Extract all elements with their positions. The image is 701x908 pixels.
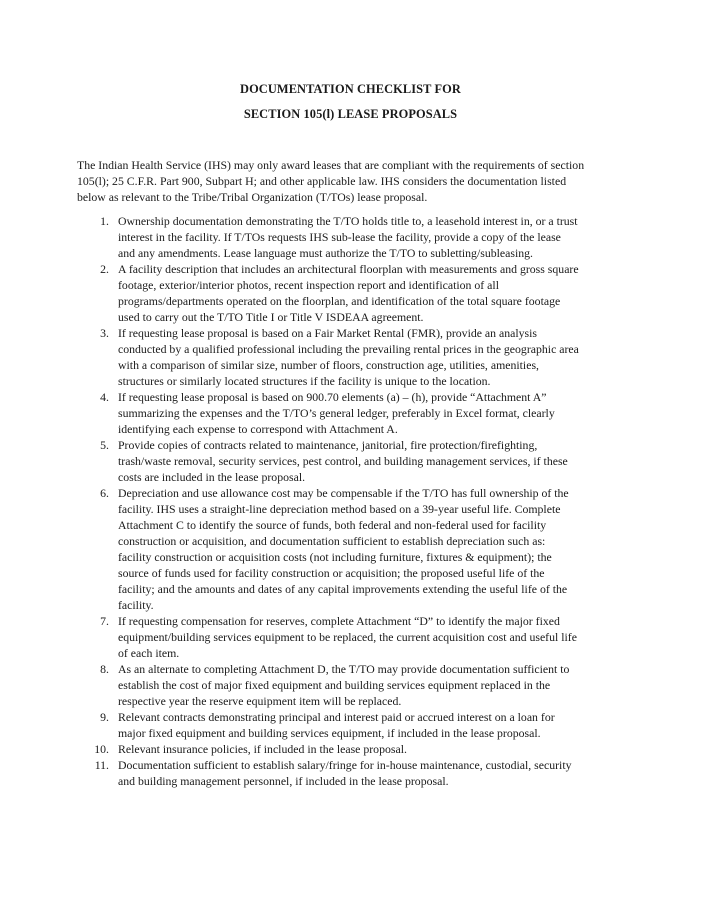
checklist-item-text-line: construction or acquisition, and documentation sufficient to establish depreciation such as: (118, 534, 546, 548)
checklist-item-text-line: If requesting lease proposal is based on a Fair Market Rental (FMR), provide an analysis (118, 326, 538, 340)
checklist-item (77, 485, 637, 613)
checklist-item-text-line: used to carry out the T/TO Title I or Title V ISDEAA agreement. (118, 310, 424, 324)
checklist-item-number: 2. (100, 262, 109, 276)
checklist-item-text-line: interest in the facility. If T/TOs requests IHS sub-lease the facility, provide a copy of the lease (118, 230, 561, 244)
checklist-item-text-line: facility. (118, 598, 154, 612)
checklist-item-text-line: trash/waste removal, security services, pest control, and building management services, if these (118, 454, 568, 468)
checklist-item-text-line: major fixed equipment and building services equipment, if included in the lease proposal. (118, 726, 541, 740)
checklist-item-text-line: and any amendments. Lease language must authorize the T/TO to subletting/subleasing. (118, 246, 533, 260)
checklist-item (77, 709, 637, 741)
checklist-item (77, 213, 637, 261)
checklist-item (77, 261, 637, 325)
checklist-item (77, 613, 637, 661)
checklist-item-text-line: Depreciation and use allowance cost may be compensable if the T/TO has full ownership of the (118, 486, 569, 500)
checklist-item-text-line: A facility description that includes an architectural floorplan with measurements and gross square (118, 262, 579, 276)
checklist-item-text-line: and building management personnel, if included in the lease proposal. (118, 774, 449, 788)
checklist-item-text-line: facility. IHS uses a straight-line depreciation method based on a 39-year useful life. Complete (118, 502, 561, 516)
checklist-item-text-line: If requesting compensation for reserves, complete Attachment “D” to identify the major fixed (118, 614, 560, 628)
checklist-item-text-line: Relevant insurance policies, if included in the lease proposal. (118, 742, 407, 756)
checklist-item-text-line: establish the cost of major fixed equipment and building services equipment replaced in the (118, 678, 551, 692)
intro-paragraph (77, 157, 625, 205)
checklist-item-text-line: Ownership documentation demonstrating the T/TO holds title to, a leasehold interest in, or a trust (118, 214, 578, 228)
intro-line: The Indian Health Service (IHS) may only award leases that are compliant with the requirements of section (77, 158, 585, 172)
checklist-item (77, 437, 637, 485)
checklist-item-number: 10. (94, 742, 109, 756)
checklist-item (77, 325, 637, 389)
checklist-item-text-line: As an alternate to completing Attachment D, the T/TO may provide documentation sufficient to (118, 662, 570, 676)
checklist-item-text-line: facility construction or acquisition costs (not including furniture, fixtures & equipment); the (118, 550, 552, 564)
intro-line: below as relevant to the Tribe/Tribal Organization (T/TOs) lease proposal. (77, 190, 428, 204)
checklist-item-text-line: equipment/building services equipment to be replaced, the current acquisition cost and useful life (118, 630, 577, 644)
checklist-item-number: 8. (100, 662, 109, 676)
checklist-item-text-line: Relevant contracts demonstrating principal and interest paid or accrued interest on a loan for (118, 710, 555, 724)
checklist-item-text-line: footage, exterior/interior photos, recent inspection report and identification of all (118, 278, 499, 292)
checklist-item-number: 11. (94, 758, 109, 772)
checklist-item-text-line: Documentation sufficient to establish salary/fringe for in-house maintenance, custodial, security (118, 758, 572, 772)
checklist-item-text-line: source of funds used for facility construction or acquisition; the proposed useful life of the (118, 566, 545, 580)
checklist (77, 213, 637, 789)
document-title-line-1: DOCUMENTATION CHECKLIST FOR (240, 82, 461, 96)
checklist-item-text-line: Provide copies of contracts related to maintenance, janitorial, fire protection/firefighting, (118, 438, 538, 452)
checklist-item-number: 6. (100, 486, 109, 500)
checklist-item-number: 1. (100, 214, 109, 228)
checklist-item (77, 757, 637, 789)
checklist-item-number: 9. (100, 710, 109, 724)
checklist-item-text-line: of each item. (118, 646, 180, 660)
checklist-item-text-line: respective year the reserve equipment item will be replaced. (118, 694, 402, 708)
checklist-item (77, 389, 637, 437)
checklist-item-number: 3. (100, 326, 109, 340)
checklist-item-text-line: costs are included in the lease proposal. (118, 470, 306, 484)
checklist-item (77, 661, 637, 709)
checklist-item-number: 4. (100, 390, 109, 404)
checklist-item-text-line: with a comparison of similar size, number of floors, construction age, utilities, amenities, (118, 358, 539, 372)
checklist-item-text-line: structures or similarly located structures if the facility is unique to the location. (118, 374, 491, 388)
checklist-item-text-line: identifying each expense to correspond with Attachment A. (118, 422, 398, 436)
checklist-item-text-line: conducted by a qualified professional including the prevailing rental prices in the geographic area (118, 342, 579, 356)
checklist-item (77, 741, 637, 757)
checklist-item-number: 5. (100, 438, 109, 452)
document-title-line-2: SECTION 105(l) LEASE PROPOSALS (243, 107, 458, 121)
checklist-item-text-line: If requesting lease proposal is based on 900.70 elements (a) – (h), provide “Attachment A” (118, 390, 547, 404)
checklist-item-text-line: programs/departments operated on the floorplan, and identification of the total square footage (118, 294, 561, 308)
checklist-item-text-line: Attachment C to identify the source of funds, both federal and non-federal used for facility (118, 518, 547, 532)
intro-line: 105(l); 25 C.F.R. Part 900, Subpart H; and other applicable law. IHS considers the documentation listed (77, 174, 567, 188)
checklist-item-number: 7. (100, 614, 109, 628)
checklist-item-text-line: facility; and the amounts and dates of any capital improvements extending the useful life of the (118, 582, 568, 596)
checklist-item-text-line: summarizing the expenses and the T/TO’s general ledger, preferably in Excel format, clearly (118, 406, 555, 420)
